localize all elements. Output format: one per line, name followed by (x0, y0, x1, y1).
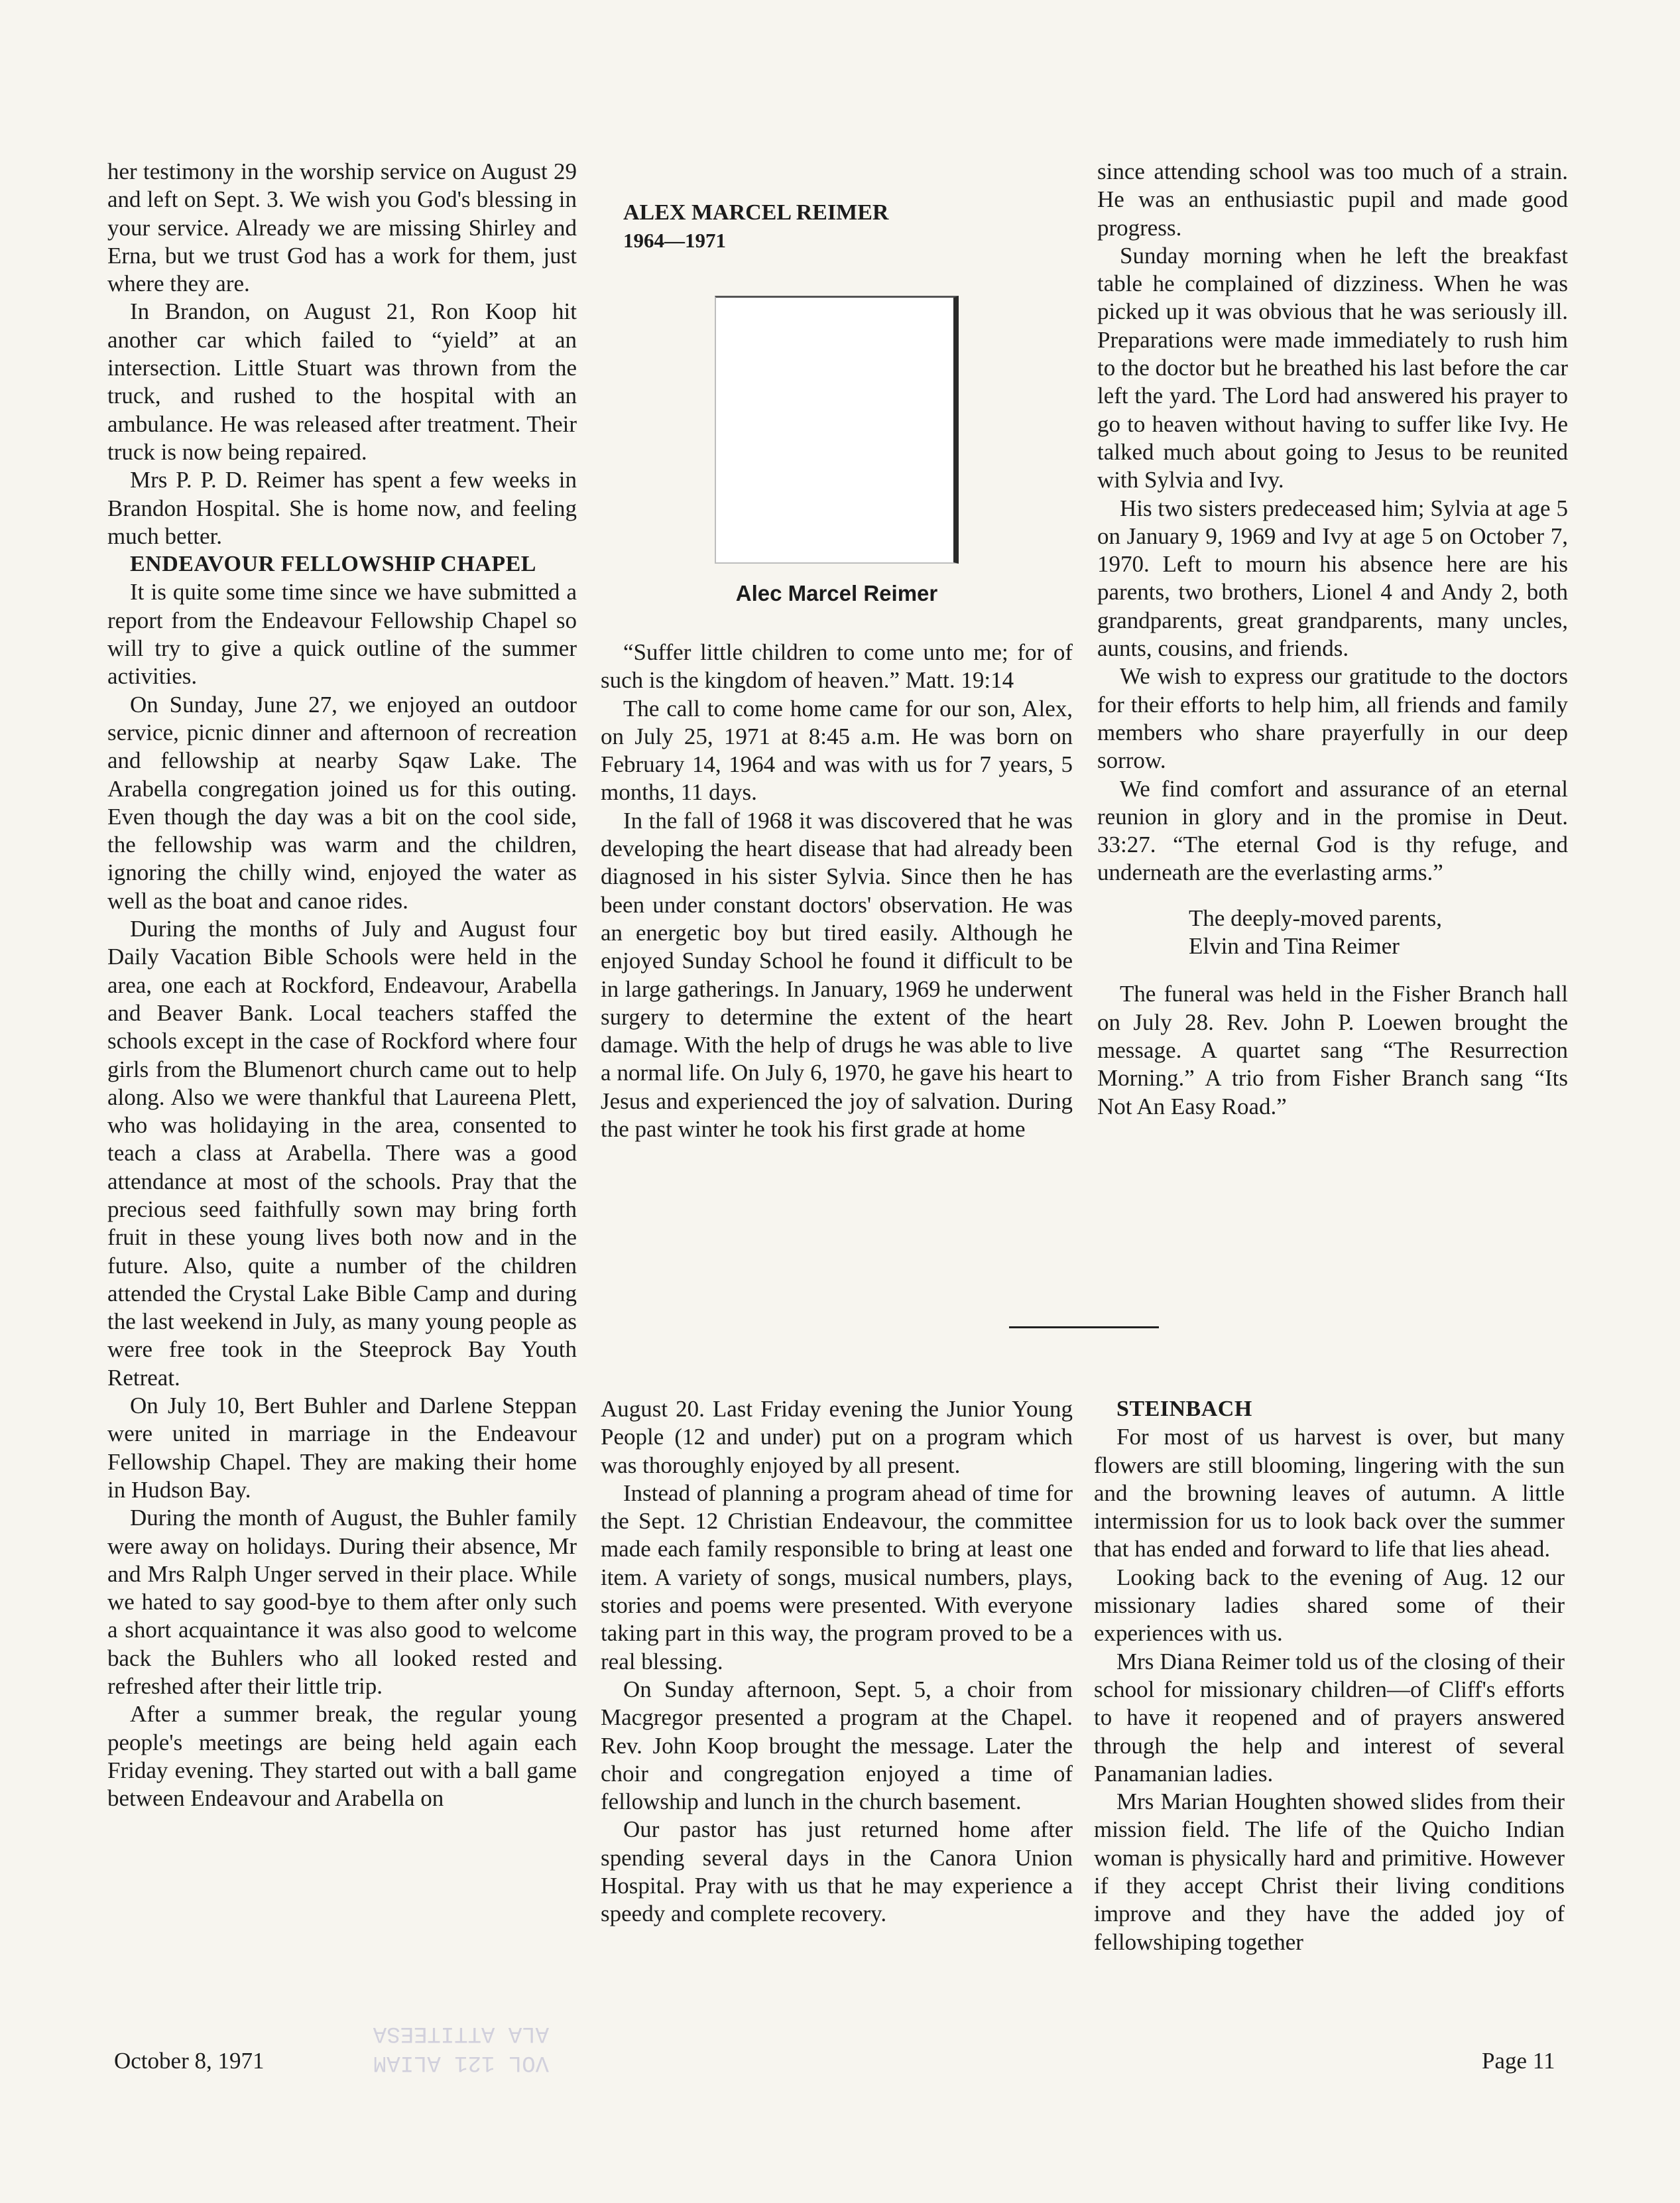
obituary-header (601, 199, 1073, 255)
paragraph: It is quite some time since we have submitted a report from the Endeavour Fellowship Chapel so will try to give a quick outline of the summer activities. (107, 579, 577, 690)
scripture-quote: “Suffer little children to come unto me; for of such is the kingdom of heaven.” Matt. 19:14 (601, 639, 1073, 694)
photo-caption: Alec Marcel Reimer (735, 581, 938, 605)
library-stamp (337, 2011, 549, 2077)
section-divider (1009, 1326, 1159, 1328)
obituary-photo (715, 296, 959, 564)
stamp-line: ALA ATTITEESA (373, 2021, 549, 2046)
paragraph: August 20. Last Friday evening the Junior Young People (12 and under) put on a program which was thoroughly enjoyed by all present. (601, 1396, 1073, 1478)
paragraph: her testimony in the worship service on August 29 and left on Sept. 3. We wish you God's blessing in your service. Already we are missing Shirley and Erna, but we trust God has a work for them, just where they are. (107, 158, 577, 297)
stamp-line: VOL 121 ALIAM (373, 2050, 549, 2075)
paragraph: The call to come home came for our son, Alex, on July 25, 1971 at 8:45 a.m. He was born on February 14, 1964 and was with us for 7 years, 5 months, 11 days. (601, 695, 1073, 806)
column-right (1097, 158, 1568, 1121)
signature-line: The deeply-moved parents, (1189, 905, 1442, 931)
footer-date: October 8, 1971 (114, 2048, 265, 2074)
obituary-body (601, 639, 1073, 1143)
paragraph: Our pastor has just returned home after spending several days in the Canora Union Hospital. Pray with us that he may experience a speedy and complete recovery. (601, 1816, 1073, 1927)
paragraph: Looking back to the evening of Aug. 12 our missionary ladies shared some of their experiences with us. (1094, 1564, 1565, 1647)
paragraph: Sunday morning when he left the breakfast table he complained of dizziness. When he was picked up it was obvious that he was seriously ill. Preparations were made immediately to rush him to the doctor but he breathed his last before the car left the yard. The Lord had answered his prayer to go to heaven without having to suffer like Ivy. He talked much about going to Jesus to be reunited with Sylvia and Ivy. (1097, 242, 1568, 493)
paragraph: In Brandon, on August 21, Ron Koop hit another car which failed to “yield” at an intersection. Little Stuart was thrown from the truck, and rushed to the hospital with an ambulance. He was released after treatment. Their truck is now being repaired. (107, 298, 577, 465)
paragraph: Instead of planning a program ahead of time for the Sept. 12 Christian Endeavour, the committee made each family responsible to bring at least one item. A variety of songs, musical numbers, plays, stories and poems were presented. With everyone taking part in this way, the program proved to be a real blessing. (601, 1479, 1073, 1674)
signature-line: Elvin and Tina Reimer (1189, 933, 1400, 960)
obituary-years: 1964—1971 (623, 229, 726, 252)
paragraph: In the fall of 1968 it was discovered that he was developing the heart disease that had already been diagnosed in his sister Sylvia. Since then he has been under constant doctors' observation. He was an energetic boy but tired easily. Although he enjoyed Sunday School he found it difficult to be in large gatherings. In January, 1969 he underwent surgery to determine the extent of the heart damage. With the help of drugs he was able to live a normal life. On July 6, 1970, he gave his heart to Jesus and experienced the joy of salvation. During the past winter he took his first grade at home (601, 807, 1073, 1143)
paragraph: During the months of July and August four Daily Vacation Bible Schools were held in the area, one each at Rockford, Endeavour, Arabella and Beaver Bank. Local teachers staffed the schools except in the case of Rockford where four girls from the Blumenort church came out to help along. Also we were thankful that Laureena Plett, who was holidaying in the area, consented to teach a class at Arabella. There was a good attendance at most of the schools. Pray that the precious seed faithfully sown may bring forth fruit in these young lives both now and in the future. Also, quite a number of the children attended the Crystal Lake Bible Camp and during the last weekend in July, as many young people as were free took in the Steeprock Bay Youth Retreat. (107, 916, 577, 1391)
column-right-bottom (1094, 1395, 1565, 1956)
paragraph: His two sisters predeceased him; Sylvia at age 5 on January 9, 1969 and Ivy at age 5 on October 7, 1970. Left to mourn his absence here are his parents, two brothers, Lionel 4 and Andy 2, both grandparents, great grandparents, many uncles, aunts, cousins, and friends. (1097, 495, 1568, 662)
paragraph: On Sunday afternoon, Sept. 5, a choir from Macgregor presented a program at the Chapel. Rev. John Koop brought the message. Later the choir and congregation enjoyed a time of fellowship and lunch in the church basement. (601, 1676, 1073, 1815)
paragraph: We find comfort and assurance of an eternal reunion in glory and in the promise in Deut. 33:27. “The eternal God is thy refuge, and underneath are the everlasting arms.” (1097, 775, 1568, 886)
section-heading-steinbach: STEINBACH (1116, 1397, 1252, 1421)
paragraph: For most of us harvest is over, but many flowers are still blooming, lingering with the sun and the browning leaves of autumn. A little intermission for us to look back over the summer that has ended and forward to life that lies ahead. (1094, 1424, 1565, 1562)
paragraph: since attending school was too much of a strain. He was an enthusiastic pupil and made good progress. (1097, 158, 1568, 241)
signature-block (1097, 905, 1568, 961)
section-heading-endeavour: ENDEAVOUR FELLOWSHIP CHAPEL (130, 552, 536, 577)
paragraph: Mrs P. P. D. Reimer has spent a few weeks in Brandon Hospital. She is home now, and feeling much better. (107, 467, 577, 549)
column-middle-bottom (601, 1395, 1073, 1928)
paragraph: During the month of August, the Buhler family were away on holidays. During their absence, Mr and Mrs Ralph Unger served in their place. While we hated to say good-bye to them after only such a short acquaintance it was also good to welcome back the Buhlers who all looked rested and refreshed after their little trip. (107, 1505, 577, 1700)
obituary-name: ALEX MARCEL REIMER (623, 200, 889, 225)
paragraph: After a summer break, the regular young people's meetings are being held again each Friday evening. They started out with a ball game between Endeavour and Arabella on (107, 1701, 577, 1812)
footer-page-number: Page 11 (1482, 2048, 1555, 2074)
paragraph: On Sunday, June 27, we enjoyed an outdoor service, picnic dinner and afternoon of recreation and fellowship at nearby Sqaw Lake. The Arabella congregation joined us for this outing. Even though the day was a bit on the cool side, the fellowship was warm and the children, ignoring the chilly wind, enjoyed the water as well as the boat and canoe rides. (107, 691, 577, 914)
paragraph: Mrs Marian Houghten showed slides from their mission field. The life of the Quicho Indian woman is physically hard and primitive. However if they accept Christ their living conditions improve and they have the added joy of fellowshiping together (1094, 1789, 1565, 1955)
column-left (107, 158, 577, 1813)
paragraph: We wish to express our gratitude to the doctors for their efforts to help him, all friends and family members who share prayerfully in our deep sorrow. (1097, 663, 1568, 774)
paragraph: On July 10, Bert Buhler and Darlene Steppan were united in marriage in the Endeavour Fellowship Chapel. They are making their home in Hudson Bay. (107, 1393, 577, 1503)
paragraph: The funeral was held in the Fisher Branch hall on July 28. Rev. John P. Loewen brought the message. A quartet sang “The Resurrection Morning.” A trio from Fisher Branch sang “Its Not An Easy Road.” (1097, 981, 1568, 1119)
paragraph: Mrs Diana Reimer told us of the closing of their school for missionary children—of Cliff's efforts to have it reopened and of prayers answered through the help and interest of several Panamanian ladies. (1094, 1648, 1565, 1787)
